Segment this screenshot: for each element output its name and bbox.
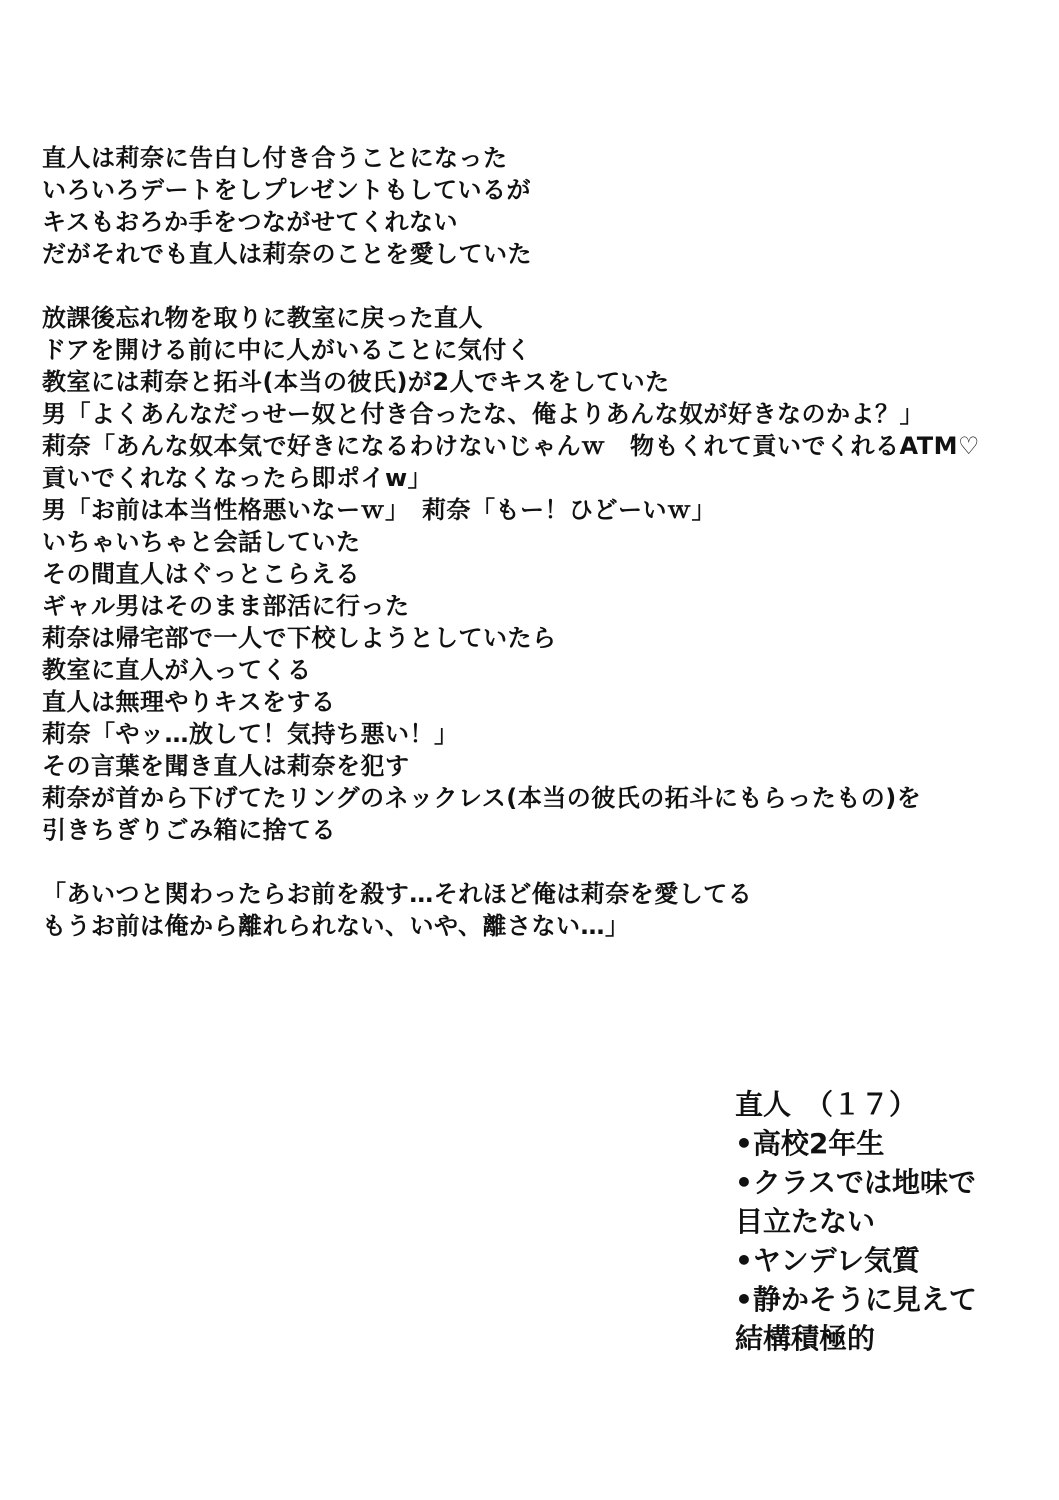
story-line: ドアを開ける前に中に人がいることに気付く <box>42 336 532 364</box>
story-line: 男「お前は本当性格悪いなーｗ」 莉奈「もー！ひどーいｗ」 <box>42 496 716 524</box>
story-paragraph-2 <box>42 302 1032 846</box>
story-paragraph-1 <box>42 142 1032 270</box>
story-line: 教室に直人が入ってくる <box>42 656 312 684</box>
profile-line: 目立たない <box>735 1205 876 1238</box>
story-line: 男「よくあんなだっせー奴と付き合ったな、俺よりあんな奴が好きなのかよ？」 <box>42 400 924 428</box>
profile-name: 直人 （１７） <box>735 1088 918 1121</box>
character-profile <box>735 1085 1035 1358</box>
story-paragraph-3 <box>42 878 1032 942</box>
story-line: その間直人はぐっとこらえる <box>42 560 361 588</box>
story-line: 放課後忘れ物を取りに教室に戻った直人 <box>42 304 483 332</box>
story-line: 莉奈「やッ…放して！気持ち悪い！」 <box>42 720 459 748</box>
story-line: 教室には莉奈と拓斗(本当の彼氏)が2人でキスをしていた <box>42 368 670 396</box>
story-line: その言葉を聞き直人は莉奈を犯す <box>42 752 410 780</box>
story-line: 貢いでくれなくなったら即ポイw」 <box>42 464 433 492</box>
story-line: 莉奈は帰宅部で一人で下校しようとしていたら <box>42 624 557 652</box>
profile-line: •クラスでは地味で <box>735 1166 977 1199</box>
story-line: もうお前は俺から離れられない、いや、離さない…」 <box>42 912 630 940</box>
story-text <box>42 142 1032 974</box>
story-line: ギャル男はそのまま部活に行った <box>42 592 410 620</box>
profile-line: •静かそうに見えて <box>735 1283 977 1316</box>
story-line: 引きちぎりごみ箱に捨てる <box>42 816 336 844</box>
story-line: 莉奈「あんな奴本気で好きになるわけないじゃんｗ 物もくれて貢いでくれるATM♡ <box>42 432 980 460</box>
story-line: 直人は莉奈に告白し付き合うことになった <box>42 144 508 172</box>
story-line: 直人は無理やりキスをする <box>42 688 336 716</box>
story-line: 莉奈が首から下げてたリングのネックレス(本当の彼氏の拓斗にもらったもの)を <box>42 784 922 812</box>
profile-line: 結構積極的 <box>735 1322 876 1355</box>
story-line: 「あいつと関わったらお前を殺す…それほど俺は莉奈を愛してる <box>42 880 753 908</box>
story-line: いちゃいちゃと会話していた <box>42 528 361 556</box>
story-line: いろいろデートをしプレゼントもしているが <box>42 176 532 204</box>
story-line: キスもおろか手をつながせてくれない <box>42 208 459 236</box>
profile-line: •ヤンデレ気質 <box>735 1244 921 1277</box>
profile-line: •高校2年生 <box>735 1127 885 1160</box>
story-line: だがそれでも直人は莉奈のことを愛していた <box>42 240 532 268</box>
